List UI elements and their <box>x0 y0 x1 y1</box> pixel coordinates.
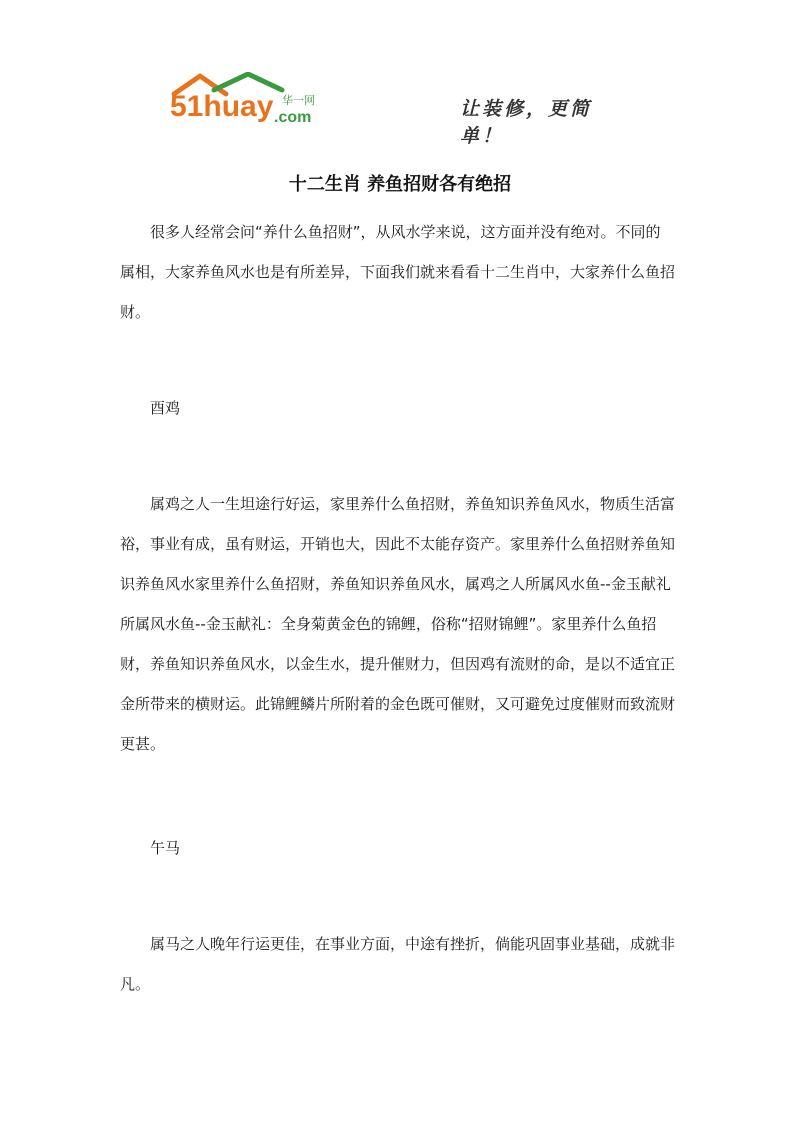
section-heading-rooster: 酉鸡 <box>150 399 181 417</box>
intro-paragraph: 很多人经常会问“养什么鱼招财”，从风水学来说，这方面并没有绝对。不同的属相，大家养鱼风水也是有所差异，下面我们就来看看十二生肖中，大家养什么鱼招财。 <box>120 223 676 321</box>
page-header <box>170 72 630 147</box>
site-slogan: 让装修，更简单！ <box>460 98 593 147</box>
svg-text:51huay: 51huay <box>170 90 274 123</box>
site-logo[interactable] <box>170 72 340 124</box>
section-body-rooster: 属鸡之人一生坦途行好运，家里养什么鱼招财，养鱼知识养鱼风水，物质生活富裕，事业有成，虽有财运，开销也大，因此不太能存资产。家里养什么鱼招财养鱼知识养鱼风水家里养什么鱼招财，养鱼知识养鱼风水，属鸡之人所属风水鱼--金玉献礼所属风水鱼--金玉献礼：全身菊黄金色的锦鲤，俗称“招财锦鲤”。家里养什么鱼招财，养鱼知识养鱼风水，以金生水，提升催财力，但因鸡有流财的命，是以不适宜正金所带来的横财运。此锦鲤鳞片所附着的金色既可催财，又可避免过度催财而致流财更甚。 <box>120 495 676 753</box>
section-heading-horse: 午马 <box>150 839 181 857</box>
svg-text:.com: .com <box>274 109 312 124</box>
svg-text:华一网: 华一网 <box>282 94 315 107</box>
section-body-horse: 属马之人晚年行运更佳，在事业方面，中途有挫折，倘能巩固事业基础，成就非凡。 <box>120 935 676 993</box>
house-logo-icon <box>170 72 340 124</box>
article-title: 十二生肖 养鱼招财各有绝招 <box>288 174 512 195</box>
